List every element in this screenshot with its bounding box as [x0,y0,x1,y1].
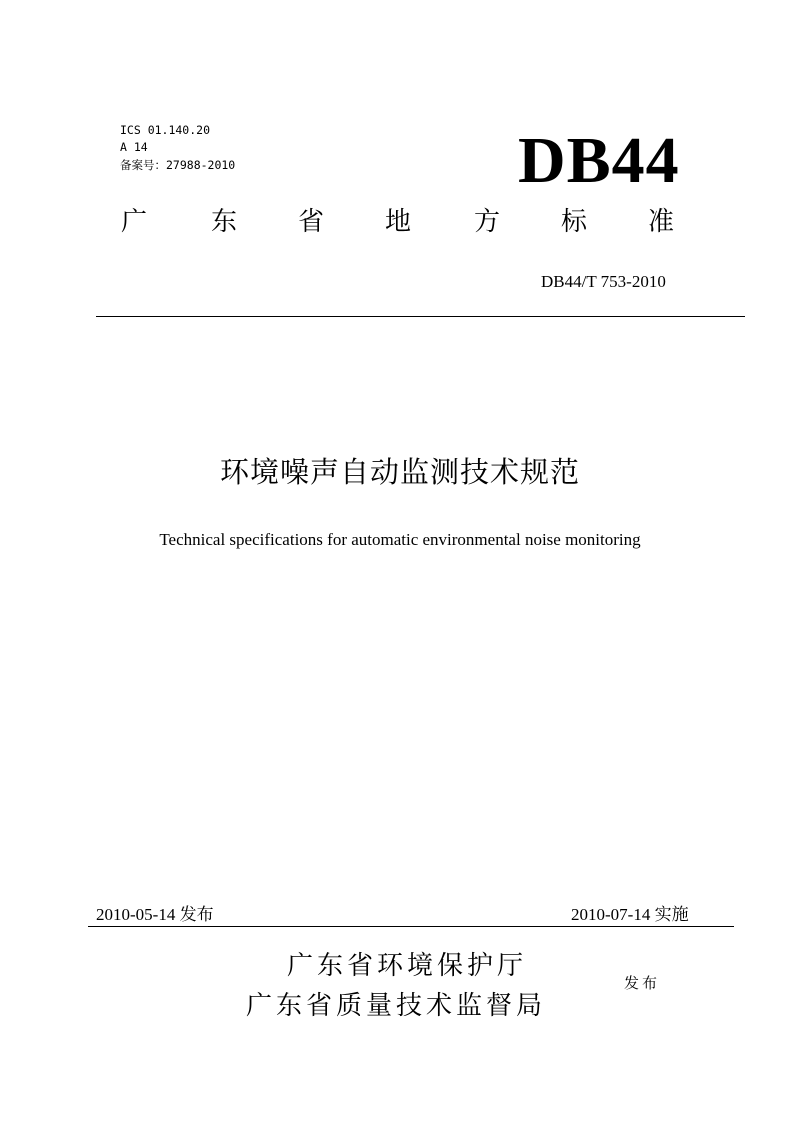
heading-char: 广 [121,207,148,237]
heading-char: 东 [211,207,238,237]
title-chinese: 环境噪声自动监测技术规范 [219,455,580,489]
ics-code: ICS 01.140.20 [120,123,211,137]
standard-logo: DB44 [518,124,680,197]
title-english: Technical specifications for automatic environmental noise monitoring [159,530,641,549]
footer-divider [88,926,734,927]
publish-date: 2010-05-14 发布 [96,905,214,924]
classification-code: A 14 [120,140,148,154]
heading-char: 省 [298,207,325,237]
issuer-environmental-protection: 广东省环境保护厅 [287,951,528,981]
heading-char: 标 [561,207,588,237]
record-number: 备案号：27988-2010 [120,158,236,172]
province-standard-heading [0,202,800,242]
heading-char: 准 [648,207,675,237]
heading-char: 地 [385,207,412,237]
issued-label: 发布 [624,974,661,992]
issuer-quality-supervision: 广东省质量技术监督局 [246,991,547,1021]
heading-char: 方 [474,207,501,237]
implementation-date: 2010-07-14 实施 [571,905,689,924]
header-divider [96,316,745,317]
standard-number: DB44/T 753-2010 [541,272,666,291]
